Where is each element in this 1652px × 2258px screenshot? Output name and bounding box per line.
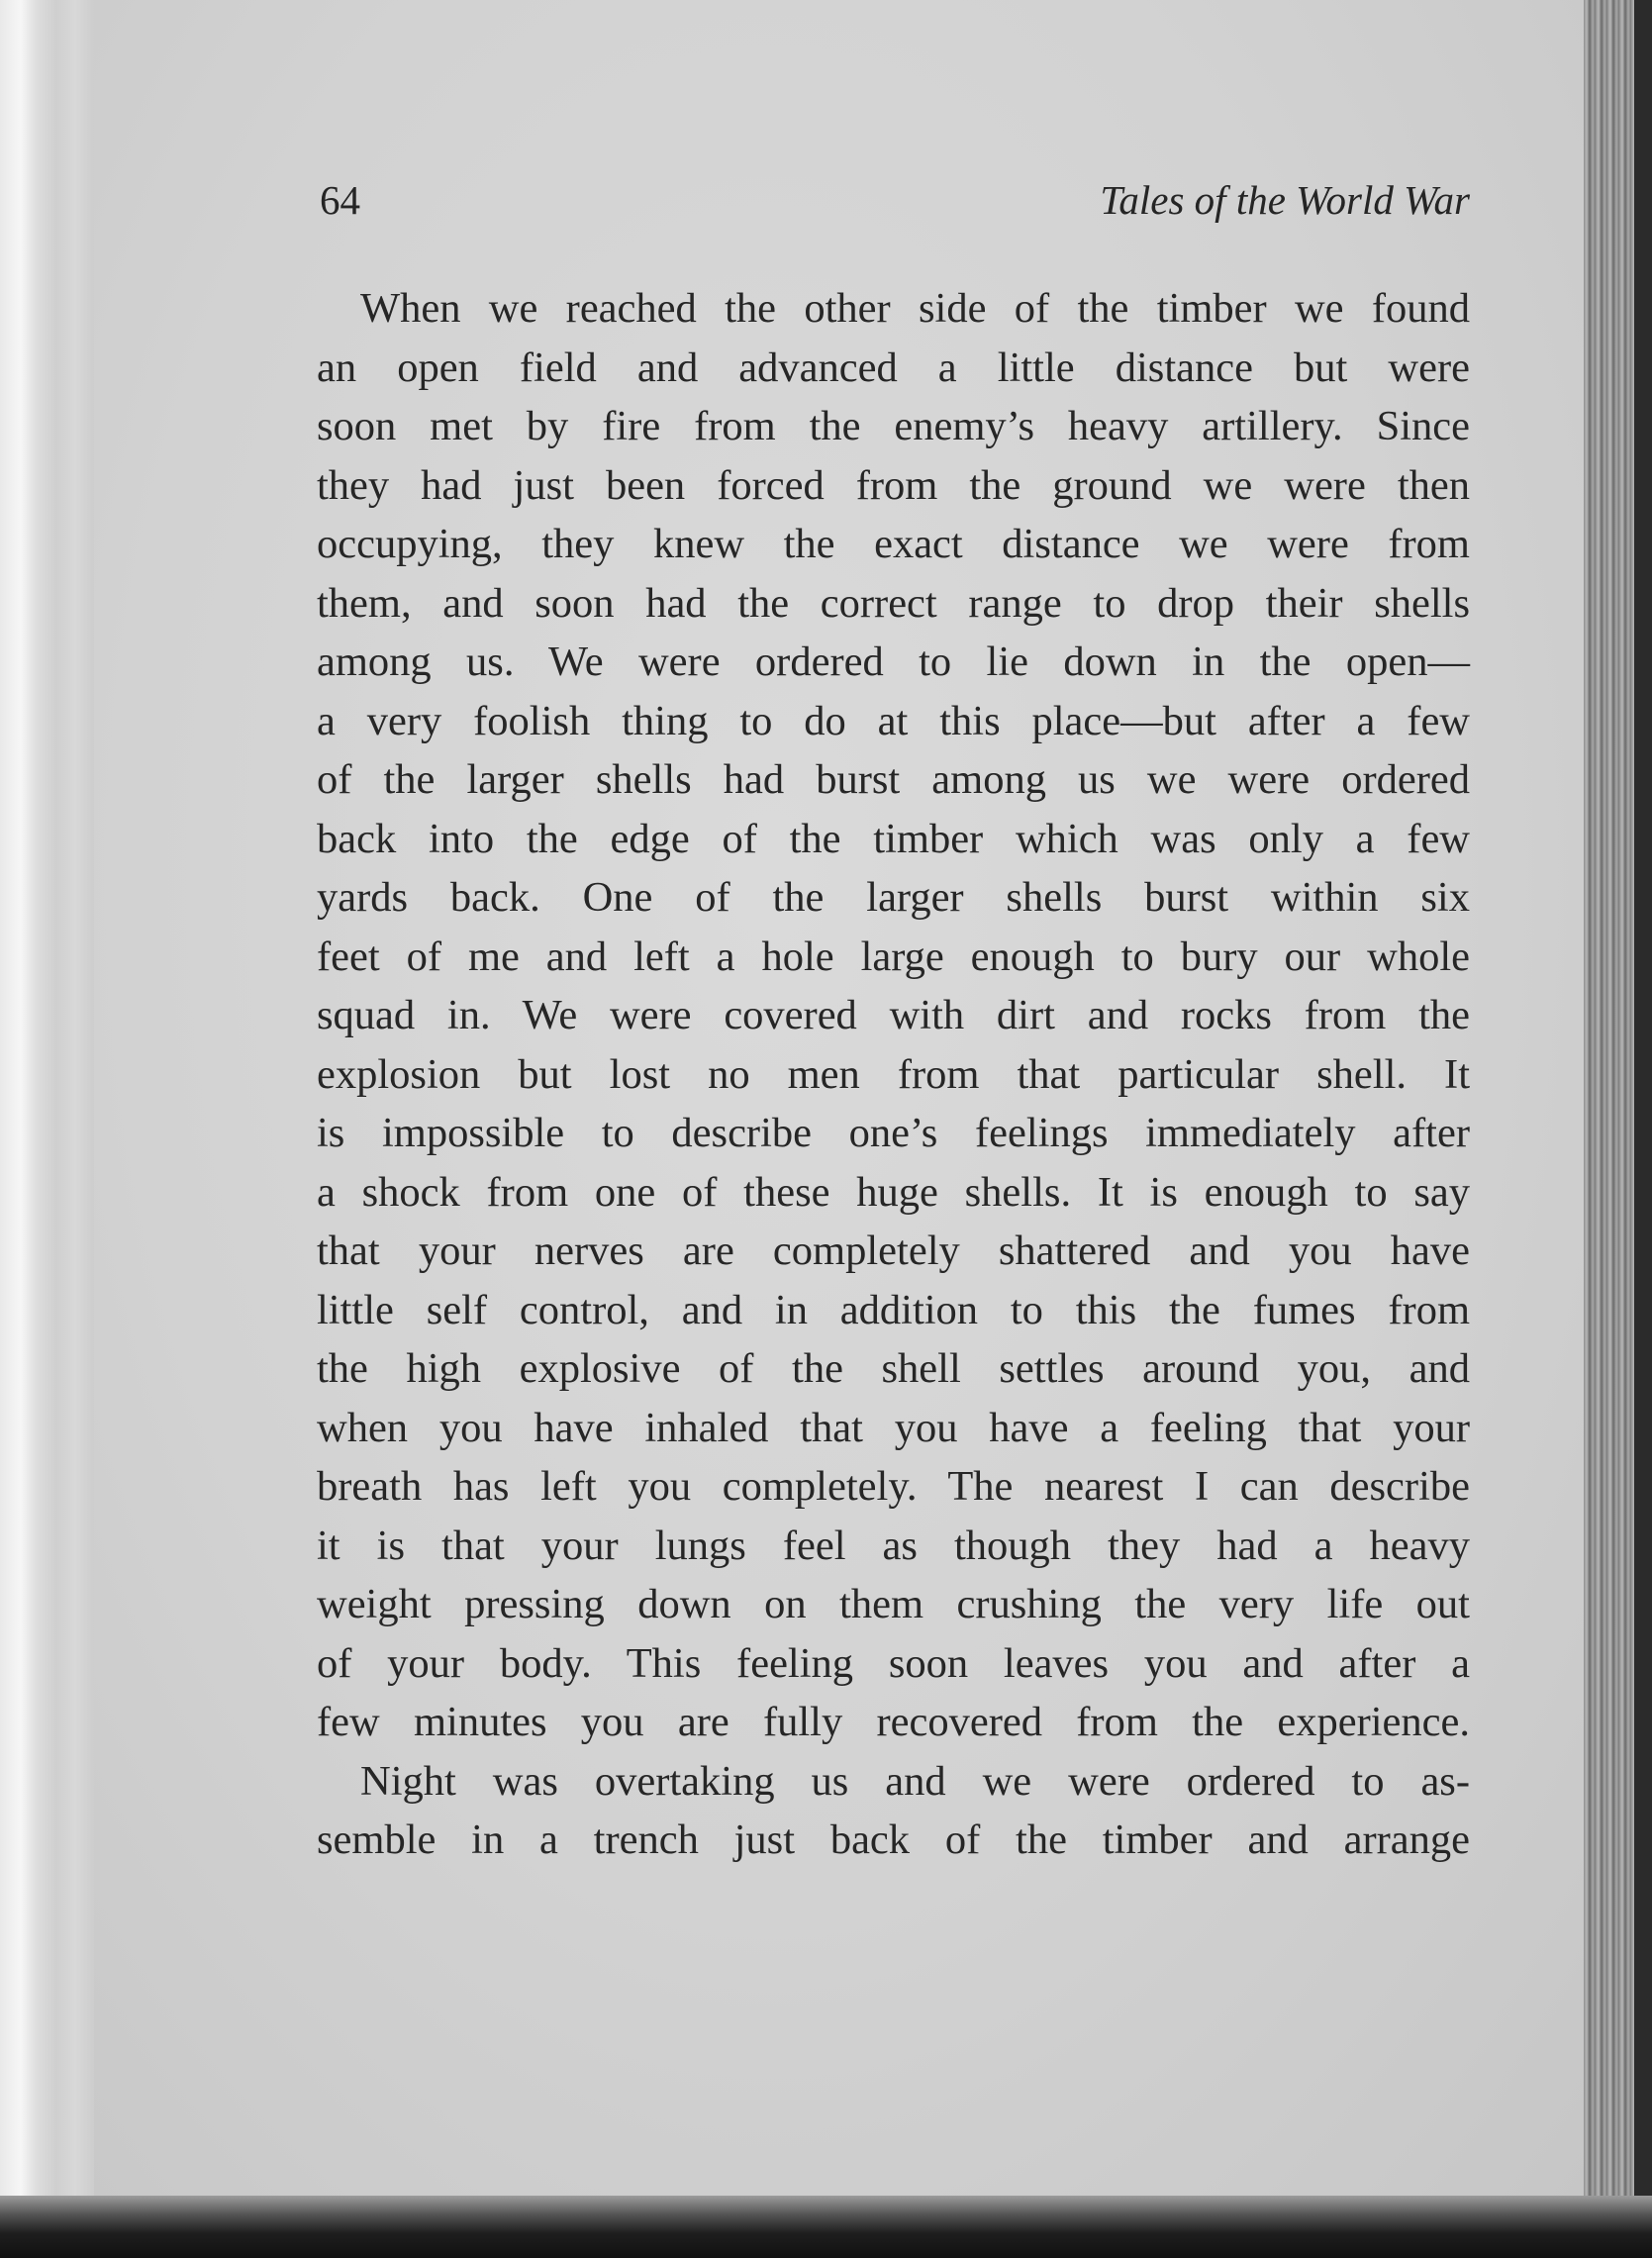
text-line: weight pressing down on them crushing the very life out	[317, 1581, 1470, 1627]
text-line: breath has left you completely. The nearest I can describe	[317, 1463, 1470, 1510]
book-title: Tales of the World War	[1100, 177, 1470, 223]
body-text	[317, 279, 1470, 1870]
text-line: the high explosive of the shell settles around you, and	[317, 1345, 1470, 1392]
text-line: an open field and advanced a little distance but were	[317, 344, 1470, 391]
text-line: is impossible to describe one’s feelings immediately after	[317, 1110, 1470, 1156]
text-line: feet of me and left a hole large enough to bury our whole	[317, 933, 1470, 980]
text-line: yards back. One of the larger shells burst within six	[317, 874, 1470, 921]
page-bottom-shadow	[0, 2196, 1652, 2258]
text-line: explosion but lost no men from that particular shell. It	[317, 1050, 1470, 1098]
running-head	[320, 176, 1470, 236]
text-line: semble in a trench just back of the timber and arrange	[317, 1816, 1470, 1863]
page-fore-edge	[1584, 0, 1652, 2258]
text-line: a shock from one of these huge shells. It is enough to say	[317, 1168, 1470, 1216]
text-line: soon met by fire from the enemy’s heavy artillery. Since	[317, 403, 1470, 449]
text-line: occupying, they knew the exact distance we were from	[317, 521, 1470, 567]
text-line: Night was overtaking us and we were ordered to as-	[360, 1757, 1470, 1805]
text-line: they had just been forced from the ground we were then	[317, 461, 1470, 509]
text-line: of the larger shells had burst among us we were ordered	[317, 756, 1470, 803]
text-line: of your body. This feeling soon leaves you and after a	[317, 1639, 1470, 1687]
text-line: back into the edge of the timber which was only a few	[317, 815, 1470, 862]
text-line: when you have inhaled that you have a feeling that your	[317, 1404, 1470, 1451]
text-line: a very foolish thing to do at this place—but after a few	[317, 697, 1470, 744]
text-line: squad in. We were covered with dirt and rocks from the	[317, 992, 1470, 1038]
text-line: When we reached the other side of the timber we found	[360, 285, 1470, 332]
text-line: few minutes you are fully recovered from the experience.	[317, 1699, 1470, 1745]
page-number: 64	[320, 177, 360, 223]
text-line: among us. We were ordered to lie down in the open—	[317, 638, 1470, 685]
text-line: them, and soon had the correct range to drop their shells	[317, 579, 1470, 627]
text-line: that your nerves are completely shattered and you have	[317, 1227, 1470, 1274]
page-binding-edge	[0, 0, 94, 2258]
text-line: little self control, and in addition to this the fumes from	[317, 1286, 1470, 1333]
text-line: it is that your lungs feel as though they had a heavy	[317, 1522, 1470, 1569]
